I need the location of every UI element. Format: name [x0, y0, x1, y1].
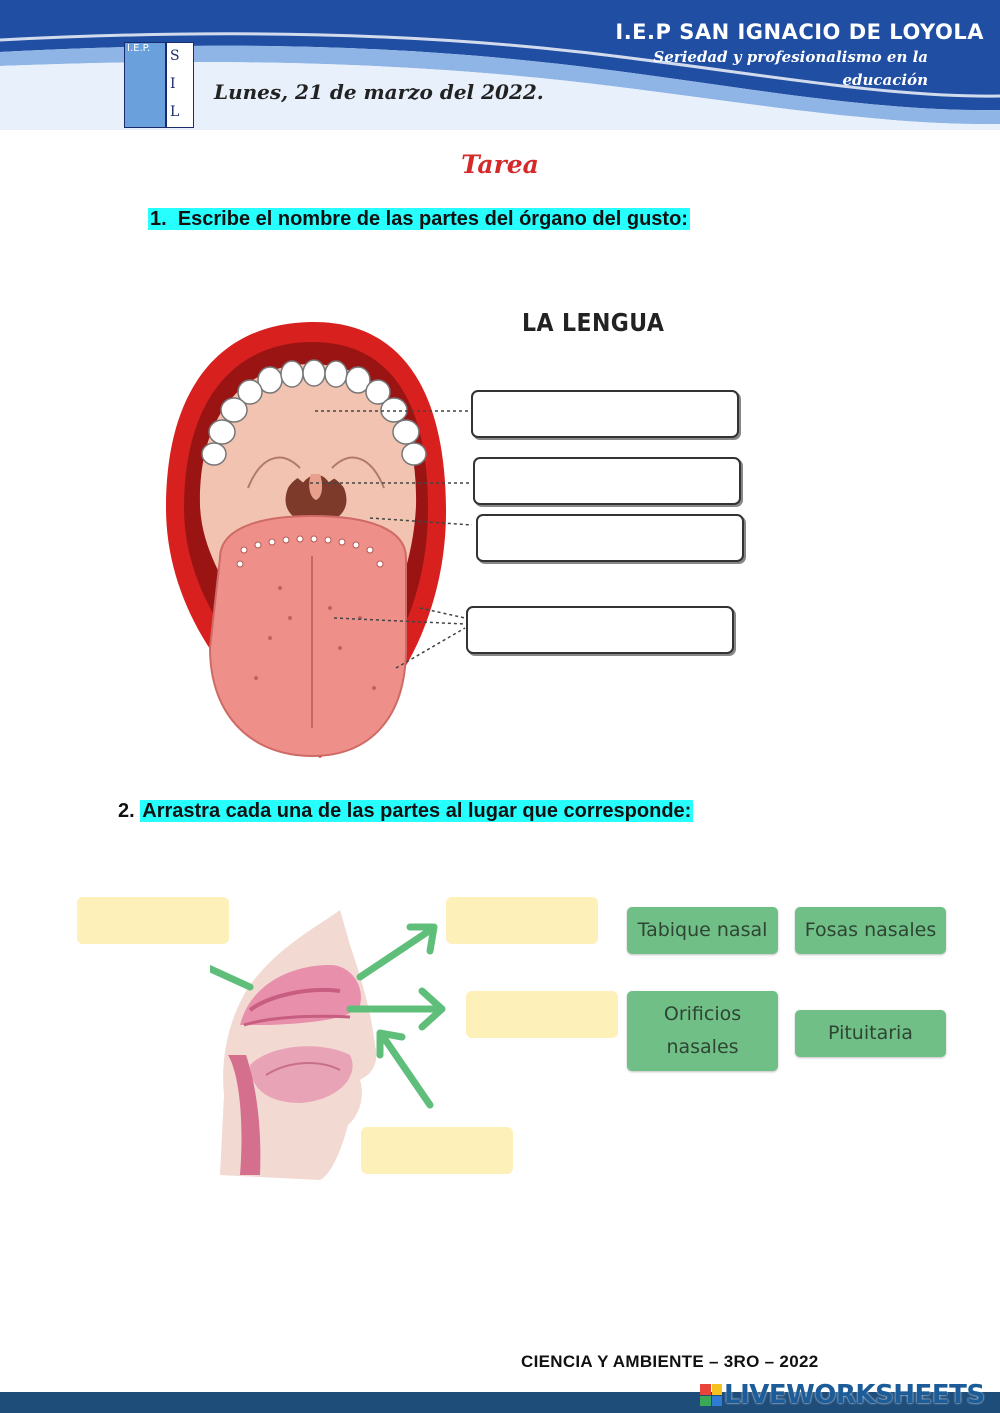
tongue-answer-box-4[interactable]	[466, 606, 734, 654]
school-name: I.E.P SAN IGNACIO DE LOYOLA	[615, 20, 984, 44]
worksheet-date: Lunes, 21 de marzo del 2022.	[214, 80, 544, 104]
drag-option-pituitaria[interactable]: Pituitaria	[795, 1010, 946, 1057]
logo-text: I.E.P.	[127, 43, 151, 54]
tongue-answer-box-1[interactable]	[471, 390, 739, 438]
question-1-number: 1.	[150, 208, 167, 230]
drop-zone-1[interactable]	[77, 897, 229, 944]
drop-zone-4[interactable]	[361, 1127, 513, 1174]
question-1-text: Escribe el nombre de las partes del órgano del gusto:	[177, 208, 688, 230]
question-2-text: Arrastra cada una de las partes al lugar que corresponde:	[142, 800, 692, 822]
drag-option-orificios-nasales[interactable]: Orificios nasales	[627, 991, 778, 1071]
brand-name: LIVEWORKSHEETS	[724, 1380, 985, 1410]
course-footer: CIENCIA Y AMBIENTE – 3RO – 2022	[521, 1352, 819, 1371]
logo-letter: I	[170, 76, 176, 92]
question-2-number: 2.	[118, 800, 135, 822]
logo-letter: L	[170, 104, 180, 120]
liveworksheets-brand[interactable]	[700, 1378, 985, 1412]
school-slogan: Seriedad y profesionalismo en la educación	[653, 48, 928, 89]
drop-zone-3[interactable]	[466, 991, 618, 1038]
tongue-answer-box-3[interactable]	[476, 514, 744, 562]
tongue-heading: LA LENGUA	[522, 308, 665, 337]
drop-zone-2[interactable]	[446, 897, 598, 944]
logo-letter: S	[170, 48, 180, 64]
liveworksheets-logo-icon	[700, 1384, 722, 1406]
tongue-illustration	[160, 318, 480, 768]
tongue-answer-box-2[interactable]	[473, 457, 741, 505]
school-logo	[124, 42, 194, 128]
drag-option-tabique-nasal[interactable]: Tabique nasal	[627, 907, 778, 954]
page-title: Tarea	[461, 150, 539, 179]
question-1	[148, 208, 690, 231]
question-2	[118, 800, 693, 823]
drag-option-fosas-nasales[interactable]: Fosas nasales	[795, 907, 946, 954]
